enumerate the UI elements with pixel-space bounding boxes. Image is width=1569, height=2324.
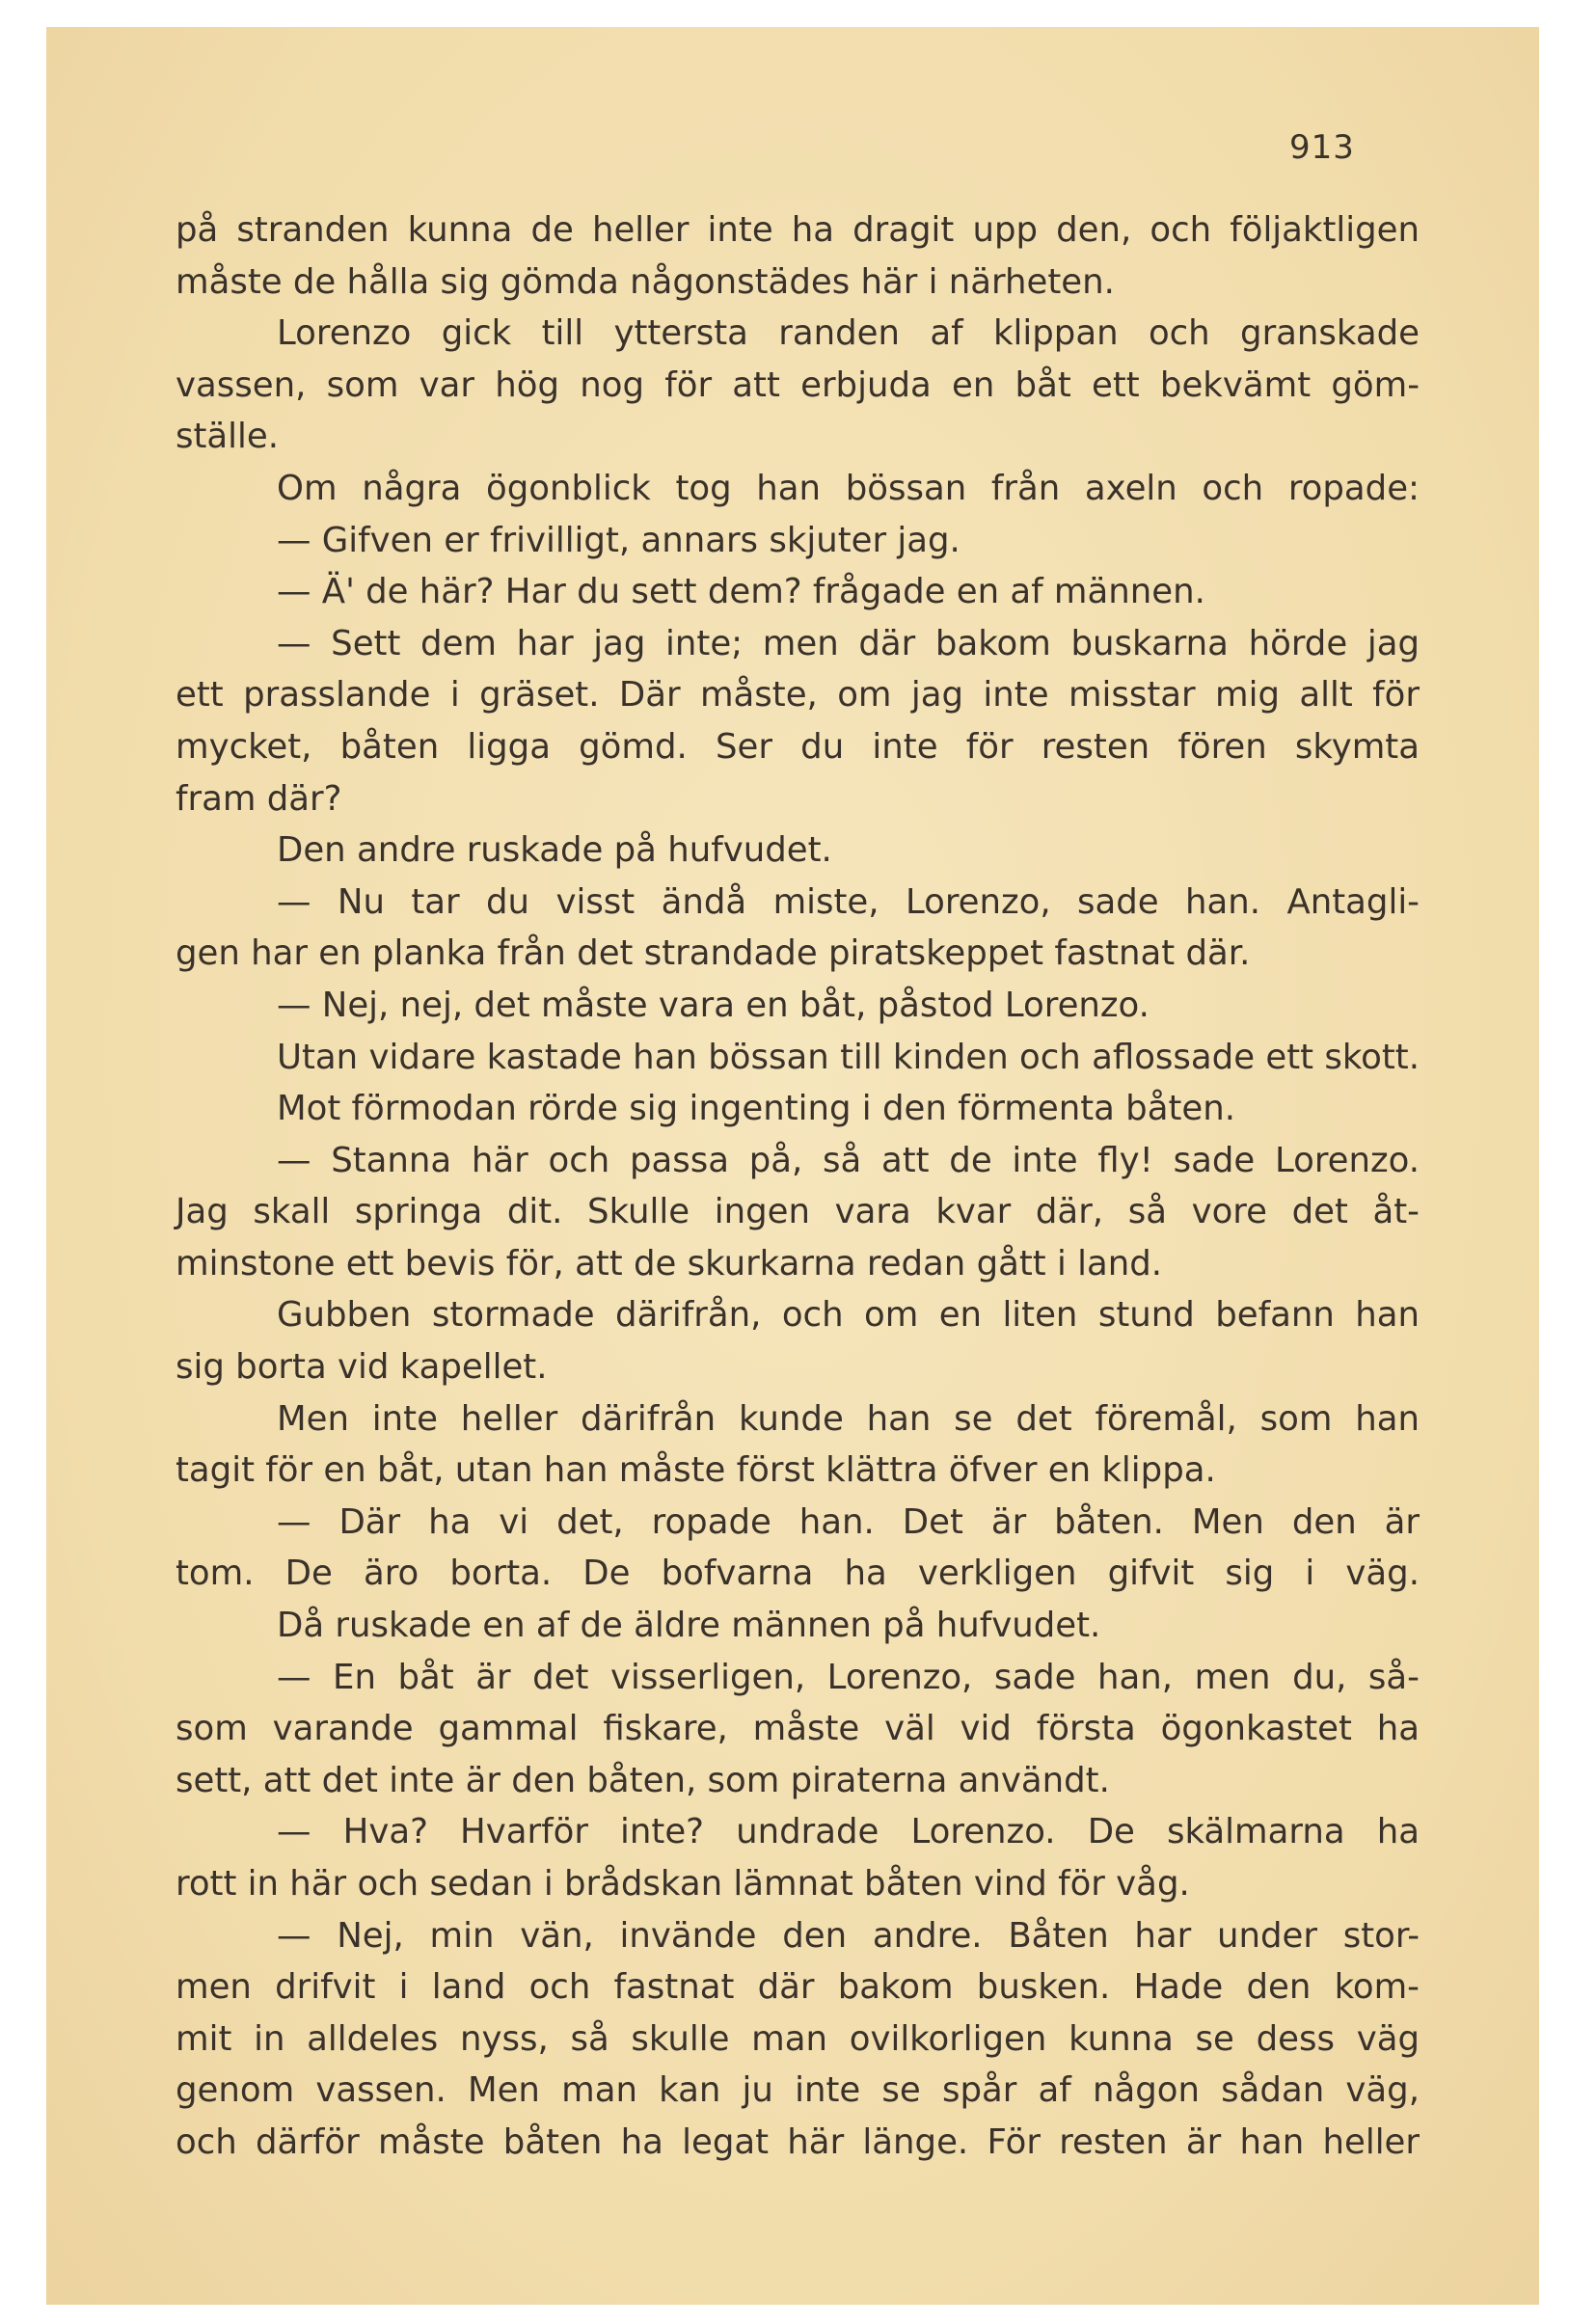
text-line: — Där ha vi det, ropade han. Det är båten. Men den är (277, 1501, 1420, 1542)
text-line: som varande gammal fiskare, måste väl vid första ögonkastet ha (176, 1709, 1420, 1749)
text-line: gen har en planka från det strandade piratskeppet fastnat där. (176, 933, 1251, 974)
text-line: tom. De äro borta. De bofvarna ha verkligen gifvit sig i väg. (176, 1554, 1420, 1594)
text-line: Den andre ruskade på hufvudet. (277, 830, 832, 871)
text-line: — Stanna här och passa på, så att de inte fly! sade Lorenzo. (277, 1140, 1420, 1180)
text-line: Mot förmodan rörde sig ingenting i den förmenta båten. (277, 1089, 1235, 1129)
text-line: Utan vidare kastade han bössan till kinden och aflossade ett skott. (277, 1037, 1420, 1077)
text-line: — Sett dem har jag inte; men där bakom buskarna hörde jag (277, 623, 1420, 663)
text-line: rott in här och sedan i brådskan lämnat båten vind för våg. (176, 1864, 1190, 1904)
text-line: mit in alldeles nyss, så skulle man ovilkorligen kunna se dess väg (176, 2018, 1420, 2059)
text-line: Lorenzo gick till yttersta randen af klippan och granskade (277, 313, 1420, 354)
text-line: minstone ett bevis för, att de skurkarna redan gått i land. (176, 1243, 1163, 1284)
text-line: vassen, som var hög nog för att erbjuda en båt ett bekvämt göm- (176, 365, 1420, 405)
page-number: 913 (1289, 128, 1355, 167)
text-line: Men inte heller därifrån kunde han se det föremål, som han (277, 1398, 1420, 1439)
text-line: mycket, båten ligga gömd. Ser du inte för resten fören skymta (176, 726, 1420, 767)
text-line: tagit för en båt, utan han måste först klättra öfver en klippa. (176, 1450, 1216, 1491)
book-page (46, 27, 1539, 2305)
text-line: Om några ögonblick tog han bössan från axeln och ropade: (277, 468, 1420, 508)
text-line: — Nu tar du visst ändå miste, Lorenzo, sade han. Antagli- (277, 881, 1420, 922)
text-line: ställe. (176, 417, 280, 457)
text-line: men drifvit i land och fastnat där bakom busken. Hade den kom- (176, 1967, 1420, 2008)
text-line: — Nej, min vän, invände den andre. Båten har under stor- (277, 1915, 1420, 1956)
text-line: Gubben stormade därifrån, och om en liten stund befann han (277, 1295, 1420, 1336)
text-line: — Gifven er frivilligt, annars skjuter jag. (277, 520, 960, 560)
text-line: och därför måste båten ha legat här länge. För resten är han heller (176, 2121, 1420, 2162)
text-line: sett, att det inte är den båten, som piraterna användt. (176, 1760, 1110, 1800)
text-line: Jag skall springa dit. Skulle ingen vara kvar där, så vore det åt- (176, 1192, 1420, 1232)
text-line: fram där? (176, 778, 342, 819)
body-text (176, 204, 1420, 2169)
text-line: ett prasslande i gräset. Där måste, om jag inte misstar mig allt för (176, 675, 1420, 716)
text-line: — En båt är det visserligen, Lorenzo, sade han, men du, så- (277, 1657, 1420, 1697)
text-line: på stranden kunna de heller inte ha dragit upp den, och följaktligen (176, 210, 1420, 250)
text-line: — Nej, nej, det måste vara en båt, påstod Lorenzo. (277, 985, 1150, 1025)
text-line: genom vassen. Men man kan ju inte se spår af någon sådan väg, (176, 2070, 1420, 2111)
text-line: måste de hålla sig gömda någonstädes här i närheten. (176, 261, 1115, 302)
text-line: Då ruskade en af de äldre männen på hufvudet. (277, 1606, 1101, 1646)
text-line: — Ä' de här? Har du sett dem? frågade en af männen. (277, 572, 1205, 612)
text-line: sig borta vid kapellet. (176, 1347, 548, 1388)
text-line: — Hva? Hvarför inte? undrade Lorenzo. De skälmarna ha (277, 1812, 1420, 1852)
